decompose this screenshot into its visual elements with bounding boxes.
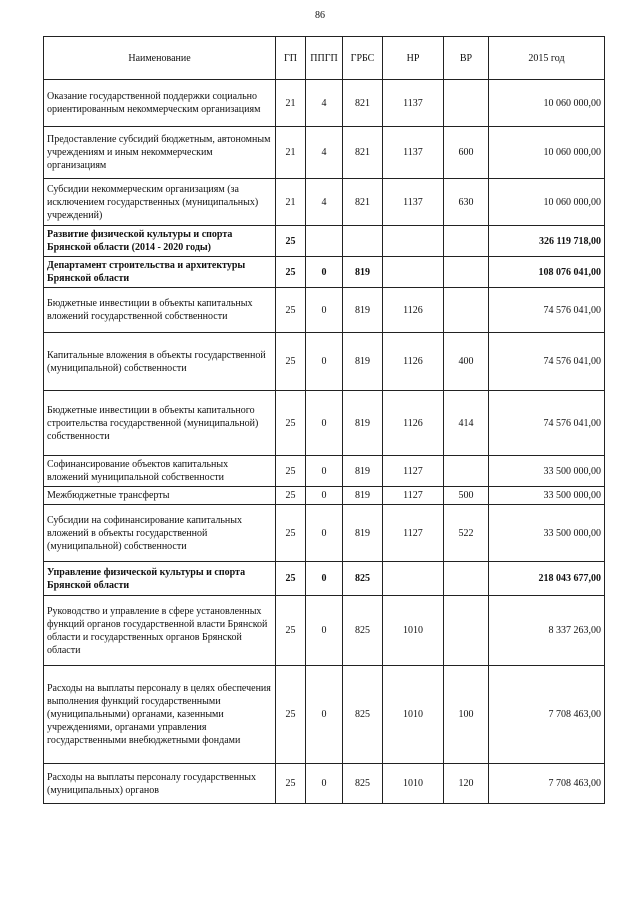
cell-ppgp: 0 — [306, 562, 343, 596]
cell-amount: 108 076 041,00 — [489, 257, 605, 288]
header-gp: ГП — [276, 37, 306, 80]
cell-amount: 74 576 041,00 — [489, 288, 605, 333]
header-ppgp: ППГП — [306, 37, 343, 80]
cell-gp: 25 — [276, 596, 306, 666]
cell-nr: 1127 — [383, 505, 444, 562]
table-row — [44, 487, 605, 505]
cell-vr — [444, 596, 489, 666]
cell-amount: 10 060 000,00 — [489, 179, 605, 226]
cell-ppgp: 0 — [306, 666, 343, 764]
cell-gp: 25 — [276, 456, 306, 487]
cell-vr: 414 — [444, 391, 489, 456]
cell-amount: 74 576 041,00 — [489, 391, 605, 456]
cell-nr: 1137 — [383, 80, 444, 127]
cell-gp: 25 — [276, 391, 306, 456]
cell-amount: 33 500 000,00 — [489, 505, 605, 562]
cell-ppgp: 0 — [306, 333, 343, 391]
header-vr: ВР — [444, 37, 489, 80]
cell-ppgp: 0 — [306, 391, 343, 456]
table-body — [44, 80, 605, 804]
cell-name: Расходы на выплаты персоналу государственных (муниципальных) органов — [44, 764, 276, 804]
cell-amount: 8 337 263,00 — [489, 596, 605, 666]
cell-vr — [444, 226, 489, 257]
cell-gp: 25 — [276, 666, 306, 764]
cell-amount: 218 043 677,00 — [489, 562, 605, 596]
table-row — [44, 127, 605, 179]
cell-name: Оказание государственной поддержки социально ориентированным некоммерческим организациям — [44, 80, 276, 127]
cell-vr: 400 — [444, 333, 489, 391]
cell-nr: 1126 — [383, 288, 444, 333]
table-row — [44, 391, 605, 456]
cell-nr: 1010 — [383, 596, 444, 666]
cell-nr: 1127 — [383, 487, 444, 505]
cell-grbs: 819 — [343, 391, 383, 456]
cell-grbs: 821 — [343, 127, 383, 179]
cell-grbs — [343, 226, 383, 257]
cell-grbs: 825 — [343, 596, 383, 666]
cell-amount: 10 060 000,00 — [489, 80, 605, 127]
cell-ppgp: 0 — [306, 764, 343, 804]
cell-name: Бюджетные инвестиции в объекты капитального строительства государственной (муниципальной) собственности — [44, 391, 276, 456]
cell-ppgp: 0 — [306, 505, 343, 562]
cell-nr: 1010 — [383, 666, 444, 764]
cell-name: Управление физической культуры и спорта Брянской области — [44, 562, 276, 596]
cell-vr: 600 — [444, 127, 489, 179]
table-row — [44, 764, 605, 804]
cell-amount: 7 708 463,00 — [489, 666, 605, 764]
cell-amount: 7 708 463,00 — [489, 764, 605, 804]
cell-nr — [383, 226, 444, 257]
cell-grbs: 825 — [343, 764, 383, 804]
cell-gp: 25 — [276, 487, 306, 505]
cell-nr: 1137 — [383, 179, 444, 226]
cell-name: Софинансирование объектов капитальных вложений муниципальной собственности — [44, 456, 276, 487]
table-row — [44, 596, 605, 666]
cell-grbs: 819 — [343, 288, 383, 333]
cell-name: Департамент строительства и архитектуры Брянской области — [44, 257, 276, 288]
cell-ppgp: 0 — [306, 456, 343, 487]
cell-nr: 1010 — [383, 764, 444, 804]
table-row — [44, 505, 605, 562]
table-row — [44, 333, 605, 391]
cell-ppgp: 0 — [306, 257, 343, 288]
cell-nr — [383, 562, 444, 596]
cell-amount: 10 060 000,00 — [489, 127, 605, 179]
cell-ppgp: 0 — [306, 487, 343, 505]
table-row — [44, 226, 605, 257]
cell-nr: 1127 — [383, 456, 444, 487]
budget-table — [43, 36, 605, 804]
table-row — [44, 288, 605, 333]
cell-name: Межбюджетные трансферты — [44, 487, 276, 505]
cell-gp: 25 — [276, 288, 306, 333]
cell-gp: 21 — [276, 127, 306, 179]
cell-ppgp: 0 — [306, 596, 343, 666]
cell-gp: 25 — [276, 226, 306, 257]
cell-vr — [444, 80, 489, 127]
cell-amount: 326 119 718,00 — [489, 226, 605, 257]
cell-grbs: 821 — [343, 80, 383, 127]
cell-vr — [444, 288, 489, 333]
cell-name: Субсидии на софинансирование капитальных вложений в объекты государственной (муниципальной) собственности — [44, 505, 276, 562]
table-row — [44, 179, 605, 226]
cell-grbs: 819 — [343, 505, 383, 562]
cell-name: Предоставление субсидий бюджетным, автономным учреждениям и иным некоммерческим организациям — [44, 127, 276, 179]
cell-vr: 120 — [444, 764, 489, 804]
cell-ppgp: 4 — [306, 179, 343, 226]
header-year: 2015 год — [489, 37, 605, 80]
cell-ppgp: 4 — [306, 127, 343, 179]
cell-grbs: 825 — [343, 666, 383, 764]
cell-nr: 1126 — [383, 333, 444, 391]
cell-gp: 25 — [276, 333, 306, 391]
table-row — [44, 666, 605, 764]
cell-name: Руководство и управление в сфере установленных функций органов государственной власти Брянской области и государственных органов Брянской области — [44, 596, 276, 666]
table-header-row — [44, 37, 605, 80]
cell-name: Расходы на выплаты персоналу в целях обеспечения выполнения функций государственными (муниципальными) органами, казенными учреждениями, органами управления государственными внебюджетными фондами — [44, 666, 276, 764]
cell-name: Бюджетные инвестиции в объекты капитальных вложений государственной собственности — [44, 288, 276, 333]
cell-gp: 25 — [276, 505, 306, 562]
cell-ppgp — [306, 226, 343, 257]
cell-gp: 25 — [276, 764, 306, 804]
table-row — [44, 562, 605, 596]
table-row — [44, 257, 605, 288]
cell-gp: 25 — [276, 562, 306, 596]
header-grbs: ГРБС — [343, 37, 383, 80]
cell-name: Субсидии некоммерческим организациям (за исключением государственных (муниципальных) учреждений) — [44, 179, 276, 226]
cell-grbs: 819 — [343, 487, 383, 505]
cell-nr: 1137 — [383, 127, 444, 179]
cell-gp: 25 — [276, 257, 306, 288]
cell-grbs: 819 — [343, 456, 383, 487]
cell-nr: 1126 — [383, 391, 444, 456]
cell-name: Капитальные вложения в объекты государственной (муниципальной) собственности — [44, 333, 276, 391]
cell-vr: 100 — [444, 666, 489, 764]
cell-amount: 33 500 000,00 — [489, 487, 605, 505]
cell-vr: 522 — [444, 505, 489, 562]
cell-ppgp: 0 — [306, 288, 343, 333]
cell-vr — [444, 456, 489, 487]
cell-grbs: 819 — [343, 333, 383, 391]
table-row — [44, 80, 605, 127]
cell-amount: 33 500 000,00 — [489, 456, 605, 487]
cell-vr: 630 — [444, 179, 489, 226]
cell-vr: 500 — [444, 487, 489, 505]
header-name: Наименование — [44, 37, 276, 80]
cell-gp: 21 — [276, 179, 306, 226]
header-nr: НР — [383, 37, 444, 80]
cell-vr — [444, 257, 489, 288]
cell-gp: 21 — [276, 80, 306, 127]
page-number: 86 — [315, 10, 325, 21]
cell-amount: 74 576 041,00 — [489, 333, 605, 391]
cell-grbs: 819 — [343, 257, 383, 288]
cell-ppgp: 4 — [306, 80, 343, 127]
table-row — [44, 456, 605, 487]
cell-vr — [444, 562, 489, 596]
cell-grbs: 821 — [343, 179, 383, 226]
cell-nr — [383, 257, 444, 288]
cell-grbs: 825 — [343, 562, 383, 596]
cell-name: Развитие физической культуры и спорта Брянской области (2014 - 2020 годы) — [44, 226, 276, 257]
